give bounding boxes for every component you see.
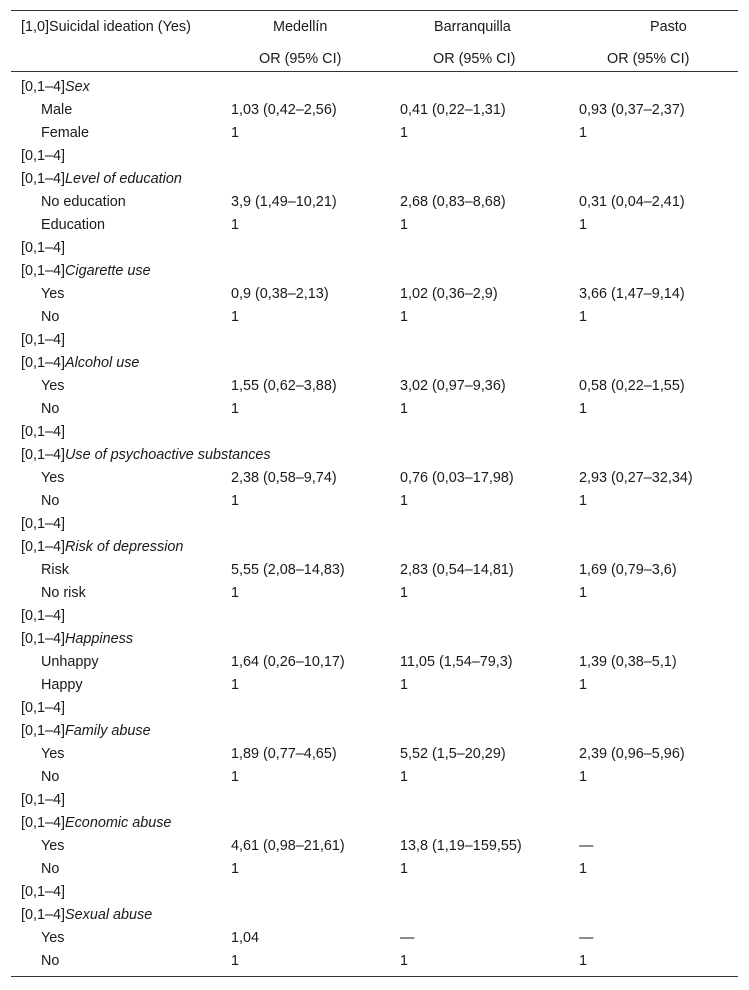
- or-value-pasto: 1,39 (0,38–5,1): [579, 654, 677, 670]
- table-header: [11, 11, 738, 71]
- table-row: [11, 306, 738, 329]
- or-value-pasto: 1: [579, 493, 588, 509]
- header-measure-barranquilla: OR (95% CI): [433, 51, 516, 67]
- section-prefix: [0,1–4]: [21, 79, 66, 95]
- or-value-pasto: 1: [579, 677, 588, 693]
- or-value-medellin: 1: [231, 585, 240, 601]
- section-prefix: [0,1–4]: [21, 171, 66, 187]
- section-prefix: [0,1–4]: [21, 355, 66, 371]
- or-value-pasto: 1: [579, 309, 588, 325]
- or-value-barranquilla: 1: [400, 217, 409, 233]
- or-value-barranquilla: 5,52 (1,5–20,29): [400, 746, 506, 762]
- or-value-medellin: 1,04: [231, 930, 260, 946]
- spacer-row: [11, 605, 738, 628]
- or-value-medellin: 4,61 (0,98–21,61): [231, 838, 345, 854]
- spacer-row: [11, 145, 738, 168]
- spacer-row: [11, 697, 738, 720]
- section-title: [21, 720, 151, 743]
- section-label: Cigarette use: [65, 263, 151, 279]
- row-label: Yes: [41, 838, 65, 854]
- row-label: Yes: [41, 378, 65, 394]
- table-row: [11, 214, 738, 237]
- or-value-pasto: —: [579, 930, 594, 946]
- table-row: [11, 191, 738, 214]
- or-value-barranquilla: —: [400, 930, 415, 946]
- or-value-medellin: 1,03 (0,42–2,56): [231, 102, 337, 118]
- section-title: [21, 444, 271, 467]
- header-measure-medellin: OR (95% CI): [259, 51, 342, 67]
- table-row: [11, 858, 738, 881]
- or-value-medellin: 2,38 (0,58–9,74): [231, 470, 337, 486]
- section-prefix: [0,1–4]: [21, 539, 66, 555]
- section-prefix: [0,1–4]: [21, 815, 66, 831]
- section-header-row: [11, 168, 738, 191]
- or-value-barranquilla: 1,02 (0,36–2,9): [400, 286, 498, 302]
- table-body: [11, 72, 738, 976]
- spacer-prefix: [0,1–4]: [21, 608, 66, 624]
- row-label: No: [41, 401, 60, 417]
- row-label: No education: [41, 194, 126, 210]
- header-measure-pasto: OR (95% CI): [607, 51, 690, 67]
- section-label: Happiness: [65, 631, 134, 647]
- section-header-row: [11, 904, 738, 927]
- spacer-row: [11, 421, 738, 444]
- or-value-barranquilla: 3,02 (0,97–9,36): [400, 378, 506, 394]
- or-value-medellin: 1,55 (0,62–3,88): [231, 378, 337, 394]
- or-value-medellin: 0,9 (0,38–2,13): [231, 286, 329, 302]
- row-label: Risk: [41, 562, 69, 578]
- table-row: [11, 559, 738, 582]
- row-label: Education: [41, 217, 106, 233]
- or-value-barranquilla: 2,83 (0,54–14,81): [400, 562, 514, 578]
- or-value-pasto: —: [579, 838, 594, 854]
- spacer-row: [11, 513, 738, 536]
- section-title: [21, 812, 171, 835]
- section-header-row: [11, 76, 738, 99]
- or-value-medellin: 5,55 (2,08–14,83): [231, 562, 345, 578]
- or-value-barranquilla: 13,8 (1,19–159,55): [400, 838, 522, 854]
- or-value-pasto: 1,69 (0,79–3,6): [579, 562, 677, 578]
- or-value-pasto: 1: [579, 217, 588, 233]
- section-label: Risk of depression: [65, 539, 184, 555]
- section-header-row: [11, 812, 738, 835]
- or-value-barranquilla: 1: [400, 125, 409, 141]
- section-label: Economic abuse: [65, 815, 172, 831]
- section-title: [21, 76, 90, 99]
- or-value-medellin: 1,89 (0,77–4,65): [231, 746, 337, 762]
- section-label: Sexual abuse: [65, 907, 153, 923]
- table-bottom-rule: [11, 976, 738, 977]
- section-title: [21, 352, 139, 375]
- section-label: Sex: [65, 79, 90, 95]
- or-value-barranquilla: 1: [400, 493, 409, 509]
- or-value-barranquilla: 1: [400, 401, 409, 417]
- table-row: [11, 398, 738, 421]
- or-value-pasto: 1: [579, 401, 588, 417]
- spacer-prefix: [0,1–4]: [21, 332, 66, 348]
- or-value-medellin: 1: [231, 401, 240, 417]
- or-value-pasto: 0,58 (0,22–1,55): [579, 378, 685, 394]
- or-value-barranquilla: 1: [400, 769, 409, 785]
- spacer-prefix: [0,1–4]: [21, 516, 66, 532]
- spacer-prefix: [0,1–4]: [21, 424, 66, 440]
- row-label: Happy: [41, 677, 83, 693]
- section-header-row: [11, 352, 738, 375]
- table-row: [11, 674, 738, 697]
- spacer-row: [11, 789, 738, 812]
- or-value-barranquilla: 2,68 (0,83–8,68): [400, 194, 506, 210]
- or-value-medellin: 1: [231, 861, 240, 877]
- row-label: Male: [41, 102, 73, 118]
- or-value-medellin: 1: [231, 125, 240, 141]
- table-row: [11, 766, 738, 789]
- or-value-medellin: 1: [231, 309, 240, 325]
- section-header-row: [11, 628, 738, 651]
- or-value-pasto: 1: [579, 585, 588, 601]
- section-label: Family abuse: [65, 723, 151, 739]
- section-prefix: [0,1–4]: [21, 723, 66, 739]
- or-value-medellin: 1: [231, 769, 240, 785]
- table-row: [11, 927, 738, 950]
- section-title: [21, 260, 151, 283]
- spacer-prefix: [0,1–4]: [21, 792, 66, 808]
- section-header-row: [11, 720, 738, 743]
- row-label: Yes: [41, 286, 65, 302]
- or-value-barranquilla: 1: [400, 861, 409, 877]
- header-first-col: [1,0]Suicidal ideation (Yes): [21, 19, 191, 35]
- odds-ratio-table: [11, 10, 738, 977]
- spacer-row: [11, 329, 738, 352]
- or-value-barranquilla: 1: [400, 677, 409, 693]
- header-city-barranquilla: Barranquilla: [434, 19, 511, 35]
- section-title: [21, 904, 152, 927]
- row-label: Unhappy: [41, 654, 99, 670]
- table-row: [11, 582, 738, 605]
- or-value-medellin: 1: [231, 677, 240, 693]
- table-row: [11, 651, 738, 674]
- section-label: Level of education: [65, 171, 182, 187]
- table-row: [11, 950, 738, 973]
- section-prefix: [0,1–4]: [21, 263, 66, 279]
- row-label: No: [41, 493, 60, 509]
- section-header-row: [11, 536, 738, 559]
- or-value-pasto: 1: [579, 769, 588, 785]
- or-value-medellin: 1: [231, 493, 240, 509]
- or-value-pasto: 0,93 (0,37–2,37): [579, 102, 685, 118]
- or-value-pasto: 1: [579, 953, 588, 969]
- or-value-barranquilla: 0,76 (0,03–17,98): [400, 470, 514, 486]
- or-value-pasto: 1: [579, 125, 588, 141]
- section-title: [21, 168, 182, 191]
- table-row: [11, 375, 738, 398]
- table-row: [11, 283, 738, 306]
- section-title: [21, 536, 183, 559]
- header-city-medellin: Medellín: [273, 19, 328, 35]
- table-row: [11, 467, 738, 490]
- or-value-medellin: 3,9 (1,49–10,21): [231, 194, 337, 210]
- table-row: [11, 743, 738, 766]
- or-value-barranquilla: 0,41 (0,22–1,31): [400, 102, 506, 118]
- table-row: [11, 122, 738, 145]
- row-label: Yes: [41, 746, 65, 762]
- row-label: Female: [41, 125, 89, 141]
- section-title: [21, 628, 133, 651]
- row-label: No risk: [41, 585, 86, 601]
- table-row: [11, 490, 738, 513]
- or-value-barranquilla: 1: [400, 585, 409, 601]
- section-label: Use of psychoactive substances: [65, 447, 271, 463]
- or-value-barranquilla: 1: [400, 309, 409, 325]
- section-prefix: [0,1–4]: [21, 447, 66, 463]
- table-row: [11, 835, 738, 858]
- spacer-prefix: [0,1–4]: [21, 884, 66, 900]
- table-row: [11, 99, 738, 122]
- or-value-pasto: 2,39 (0,96–5,96): [579, 746, 685, 762]
- or-value-pasto: 0,31 (0,04–2,41): [579, 194, 685, 210]
- or-value-pasto: 3,66 (1,47–9,14): [579, 286, 685, 302]
- or-value-barranquilla: 11,05 (1,54–79,3): [400, 654, 513, 670]
- spacer-row: [11, 237, 738, 260]
- or-value-medellin: 1: [231, 217, 240, 233]
- spacer-prefix: [0,1–4]: [21, 700, 66, 716]
- row-label: No: [41, 861, 60, 877]
- or-value-medellin: 1,64 (0,26–10,17): [231, 654, 345, 670]
- section-prefix: [0,1–4]: [21, 631, 66, 647]
- row-label: No: [41, 769, 60, 785]
- row-label: Yes: [41, 930, 65, 946]
- header-city-pasto: Pasto: [650, 19, 687, 35]
- section-header-row: [11, 444, 738, 467]
- row-label: No: [41, 309, 60, 325]
- or-value-barranquilla: 1: [400, 953, 409, 969]
- row-label: No: [41, 953, 60, 969]
- section-prefix: [0,1–4]: [21, 907, 66, 923]
- section-header-row: [11, 260, 738, 283]
- row-label: Yes: [41, 470, 65, 486]
- spacer-prefix: [0,1–4]: [21, 148, 66, 164]
- or-value-medellin: 1: [231, 953, 240, 969]
- or-value-pasto: 2,93 (0,27–32,34): [579, 470, 693, 486]
- spacer-prefix: [0,1–4]: [21, 240, 66, 256]
- or-value-pasto: 1: [579, 861, 588, 877]
- spacer-row: [11, 881, 738, 904]
- section-label: Alcohol use: [65, 355, 140, 371]
